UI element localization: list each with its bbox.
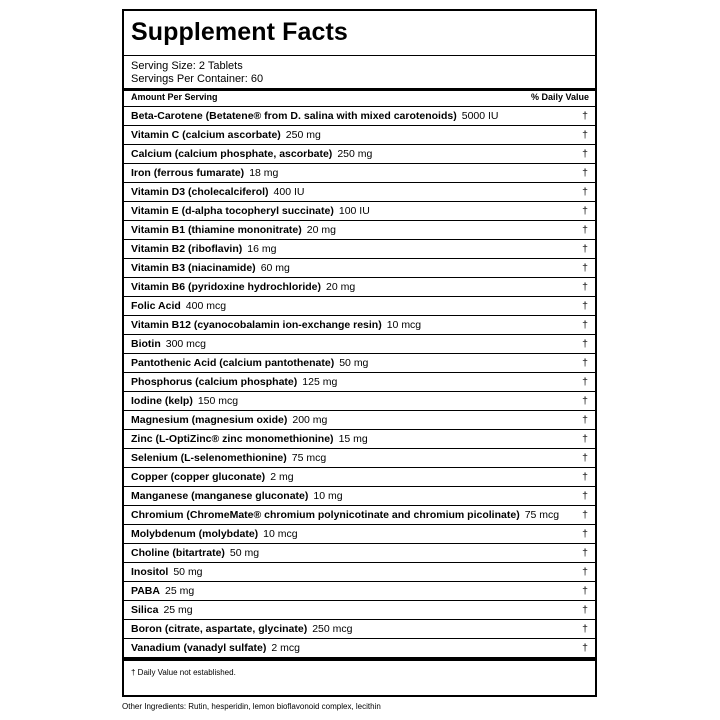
daily-value-dagger: † — [582, 262, 588, 274]
supplement-facts-panel — [122, 9, 597, 697]
nutrient-name: Silica — [131, 604, 159, 616]
nutrient-row — [124, 183, 595, 202]
daily-value-dagger: † — [582, 167, 588, 179]
nutrient-amount: 2 mg — [270, 471, 294, 483]
nutrient-row — [124, 202, 595, 221]
nutrient-row — [124, 164, 595, 183]
nutrient-row — [124, 582, 595, 601]
daily-value-dagger: † — [582, 509, 588, 521]
nutrient-name: Choline (bitartrate) — [131, 547, 225, 559]
nutrient-amount: 125 mg — [302, 376, 338, 388]
daily-value-dagger: † — [582, 471, 588, 483]
nutrient-row — [124, 449, 595, 468]
nutrient-row — [124, 506, 595, 525]
nutrient-amount: 20 mg — [326, 281, 356, 293]
nutrient-row — [124, 525, 595, 544]
nutrient-row — [124, 278, 595, 297]
nutrient-name: Folic Acid — [131, 300, 181, 312]
nutrient-row — [124, 411, 595, 430]
daily-value-dagger: † — [582, 129, 588, 141]
daily-value-dagger: † — [582, 623, 588, 635]
nutrient-row — [124, 601, 595, 620]
nutrient-amount: 400 IU — [273, 186, 305, 198]
nutrient-amount: 50 mg — [173, 566, 203, 578]
nutrient-amount: 75 mcg — [524, 509, 560, 521]
nutrient-amount: 75 mcg — [291, 452, 327, 464]
nutrient-row — [124, 335, 595, 354]
nutrient-amount: 10 mcg — [386, 319, 422, 331]
nutrient-name: Vitamin B6 (pyridoxine hydrochloride) — [131, 281, 322, 293]
nutrient-name: Selenium (L-selenomethionine) — [131, 452, 287, 464]
daily-value-dagger: † — [582, 604, 588, 616]
nutrient-name: Iron (ferrous fumarate) — [131, 167, 245, 179]
daily-value-dagger: † — [582, 452, 588, 464]
daily-value-dagger: † — [582, 300, 588, 312]
nutrient-name: Vitamin B2 (riboflavin) — [131, 243, 243, 255]
nutrient-row — [124, 297, 595, 316]
other-ingredients: Other Ingredients: Rutin, hesperidin, lemon bioflavonoid complex, lecithin — [122, 702, 381, 711]
nutrient-name: Vitamin B1 (thiamine mononitrate) — [131, 224, 302, 236]
daily-value-dagger: † — [582, 490, 588, 502]
nutrient-amount: 250 mg — [337, 148, 373, 160]
nutrient-row — [124, 240, 595, 259]
nutrient-amount: 300 mcg — [165, 338, 207, 350]
nutrient-name: Manganese (manganese gluconate) — [131, 490, 309, 502]
nutrient-name: Copper (copper gluconate) — [131, 471, 266, 483]
nutrient-amount: 60 mg — [260, 262, 290, 274]
nutrient-row — [124, 316, 595, 335]
daily-value-dagger: † — [582, 319, 588, 331]
nutrient-amount: 20 mg — [306, 224, 336, 236]
daily-value-dagger: † — [582, 148, 588, 160]
nutrient-amount: 2 mcg — [271, 642, 300, 654]
nutrient-row — [124, 468, 595, 487]
nutrient-amount: 250 mg — [285, 129, 321, 141]
nutrient-name: Vitamin E (d-alpha tocopheryl succinate) — [131, 205, 334, 217]
nutrient-amount: 25 mg — [164, 585, 195, 597]
nutrient-amount: 10 mg — [313, 490, 343, 502]
nutrient-row — [124, 487, 595, 506]
daily-value-dagger: † — [582, 224, 588, 236]
nutrient-name: PABA — [131, 585, 160, 597]
nutrient-name: Beta-Carotene (Betatene® from D. salina with mixed carotenoids) — [131, 110, 457, 122]
nutrient-name: Molybdenum (molybdate) — [131, 528, 259, 540]
footnote: † Daily Value not established. — [131, 668, 236, 677]
nutrient-name: Calcium (calcium phosphate, ascorbate) — [131, 148, 333, 160]
nutrient-name: Boron (citrate, aspartate, glycinate) — [131, 623, 308, 635]
nutrient-amount: 5000 IU — [461, 110, 499, 122]
nutrient-name: Vanadium (vanadyl sulfate) — [131, 642, 267, 654]
daily-value-header: % Daily Value — [530, 92, 589, 102]
nutrient-amount: 18 mg — [249, 167, 279, 179]
daily-value-dagger: † — [582, 338, 588, 350]
nutrient-rows — [124, 107, 595, 658]
nutrient-name: Vitamin B3 (niacinamide) — [131, 262, 256, 274]
nutrient-amount: 50 mg — [229, 547, 260, 559]
panel-title: Supplement Facts — [131, 18, 348, 46]
nutrient-name: Iodine (kelp) — [131, 395, 193, 407]
nutrient-name: Phosphorus (calcium phosphate) — [131, 376, 298, 388]
nutrient-row — [124, 563, 595, 582]
daily-value-dagger: † — [582, 433, 588, 445]
nutrient-row — [124, 221, 595, 240]
nutrient-name: Pantothenic Acid (calcium pantothenate) — [131, 357, 335, 369]
nutrient-name: Chromium (ChromeMate® chromium polynicotinate and chromium picolinate) — [131, 509, 520, 521]
daily-value-dagger: † — [582, 528, 588, 540]
nutrient-amount: 100 IU — [338, 205, 370, 217]
thick-divider — [124, 88, 595, 91]
daily-value-dagger: † — [582, 243, 588, 255]
daily-value-dagger: † — [582, 205, 588, 217]
nutrient-row — [124, 639, 595, 658]
daily-value-dagger: † — [582, 376, 588, 388]
divider — [124, 55, 595, 56]
nutrient-name: Biotin — [131, 338, 161, 350]
daily-value-dagger: † — [582, 585, 588, 597]
serving-size: Serving Size: 2 Tablets — [131, 60, 243, 72]
nutrient-amount: 150 mcg — [197, 395, 239, 407]
nutrient-row — [124, 544, 595, 563]
nutrient-row — [124, 620, 595, 639]
nutrient-row — [124, 430, 595, 449]
nutrient-row — [124, 107, 595, 126]
nutrient-name: Zinc (L-OptiZinc® zinc monomethionine) — [131, 433, 334, 445]
daily-value-dagger: † — [582, 395, 588, 407]
nutrient-row — [124, 126, 595, 145]
daily-value-dagger: † — [582, 186, 588, 198]
nutrient-amount: 25 mg — [163, 604, 193, 616]
daily-value-dagger: † — [582, 414, 588, 426]
nutrient-amount: 200 mg — [292, 414, 328, 426]
nutrient-amount: 15 mg — [338, 433, 368, 445]
servings-per-container: Servings Per Container: 60 — [131, 73, 264, 85]
daily-value-dagger: † — [582, 281, 588, 293]
nutrient-row — [124, 392, 595, 411]
nutrient-name: Vitamin D3 (cholecalciferol) — [131, 186, 269, 198]
nutrient-row — [124, 145, 595, 164]
nutrient-name: Vitamin C (calcium ascorbate) — [131, 129, 281, 141]
nutrient-name: Vitamin B12 (cyanocobalamin ion-exchange resin) — [131, 319, 382, 331]
nutrient-amount: 50 mg — [339, 357, 369, 369]
nutrient-name: Magnesium (magnesium oxide) — [131, 414, 288, 426]
thick-divider — [124, 657, 595, 661]
nutrient-row — [124, 354, 595, 373]
nutrient-name: Inositol — [131, 566, 169, 578]
nutrient-amount: 16 mg — [247, 243, 277, 255]
daily-value-dagger: † — [582, 357, 588, 369]
daily-value-dagger: † — [582, 566, 588, 578]
amount-per-serving-header: Amount Per Serving — [131, 92, 218, 102]
nutrient-amount: 10 mcg — [263, 528, 298, 540]
daily-value-dagger: † — [582, 110, 588, 122]
daily-value-dagger: † — [582, 547, 588, 559]
daily-value-dagger: † — [582, 642, 588, 654]
column-header — [131, 92, 589, 103]
nutrient-row — [124, 259, 595, 278]
nutrient-amount: 250 mcg — [312, 623, 353, 635]
nutrient-row — [124, 373, 595, 392]
nutrient-amount: 400 mcg — [185, 300, 227, 312]
